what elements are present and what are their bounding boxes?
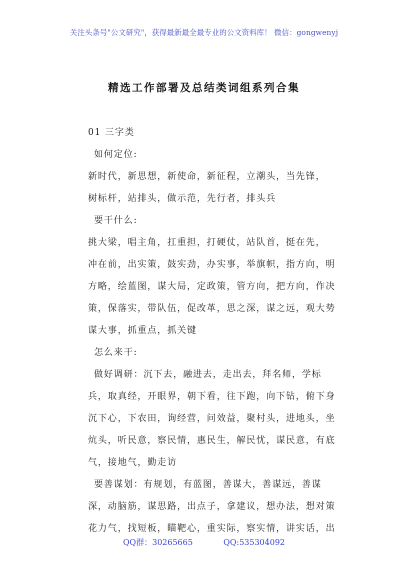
header-banner: 关注头条号"公文研究"，获得最新最全最专业的公文资料库！ 微信：gongwenyj bbox=[69, 28, 339, 37]
document-body bbox=[88, 122, 350, 540]
footer-qq: QQ:535304092 bbox=[223, 538, 285, 547]
paragraph-line: 沉下心，下农田，询经营，问效益，聚村头，进地头，坐 bbox=[88, 414, 336, 424]
paragraph-line: 树标杆，站排头，做示范，先行者，排头兵 bbox=[88, 194, 277, 204]
paragraph-line: 炕头，听民意，察民情，惠民生，解民忧，谋民意，有底 bbox=[88, 436, 336, 446]
block-label: 怎么来干: bbox=[94, 348, 138, 358]
document-title: 精选工作部署及总结类词组系列合集 bbox=[108, 82, 300, 94]
paragraph-line: 策，保落实，带队伍，促改革，思之深，谋之远，观大势 bbox=[88, 304, 336, 314]
block-label: 如何定位: bbox=[94, 150, 138, 160]
paragraph-line: 方略，绘蓝图，谋大局，定政策，管方向，把方向，作决 bbox=[88, 282, 336, 292]
section-heading: 01 三字类 bbox=[88, 128, 135, 138]
paragraph-line: 深，动脑筋，谋思路，出点子，拿建议，想办法，想对策 bbox=[88, 502, 336, 512]
paragraph-line: 新时代，新思想，新使命，新征程，立潮头，当先锋， bbox=[88, 172, 326, 182]
paragraph-line: 冲在前，出实策，鼓实劲，办实事，举旗帜，指方向，明 bbox=[88, 260, 336, 270]
paragraph-line: 花力气，找短板，瞄靶心，重实际，察实情，讲实话，出 bbox=[88, 524, 336, 534]
paragraph-line: 谋大事，抓重点，抓关键 bbox=[88, 326, 197, 336]
paragraph-line: 做好调研：沉下去，融进去，走出去，拜名师，学标 bbox=[94, 370, 322, 380]
paragraph-line: 气，接地气，勤走访 bbox=[88, 458, 178, 468]
footer-contact bbox=[0, 537, 408, 548]
block-label: 要干什么: bbox=[94, 216, 138, 226]
footer-qq-group: QQ群：30265665 bbox=[122, 538, 193, 547]
paragraph-line: 要善谋划：有规划，有蓝图，善谋大，善谋远，善谋 bbox=[94, 480, 322, 490]
paragraph-line: 兵，取真经，开眼界，朝下看，往下跑，向下钻，俯下身 bbox=[88, 392, 336, 402]
paragraph-line: 挑大梁，唱主角，扛重担，打硬仗，站队首，挺在先， bbox=[88, 238, 326, 248]
